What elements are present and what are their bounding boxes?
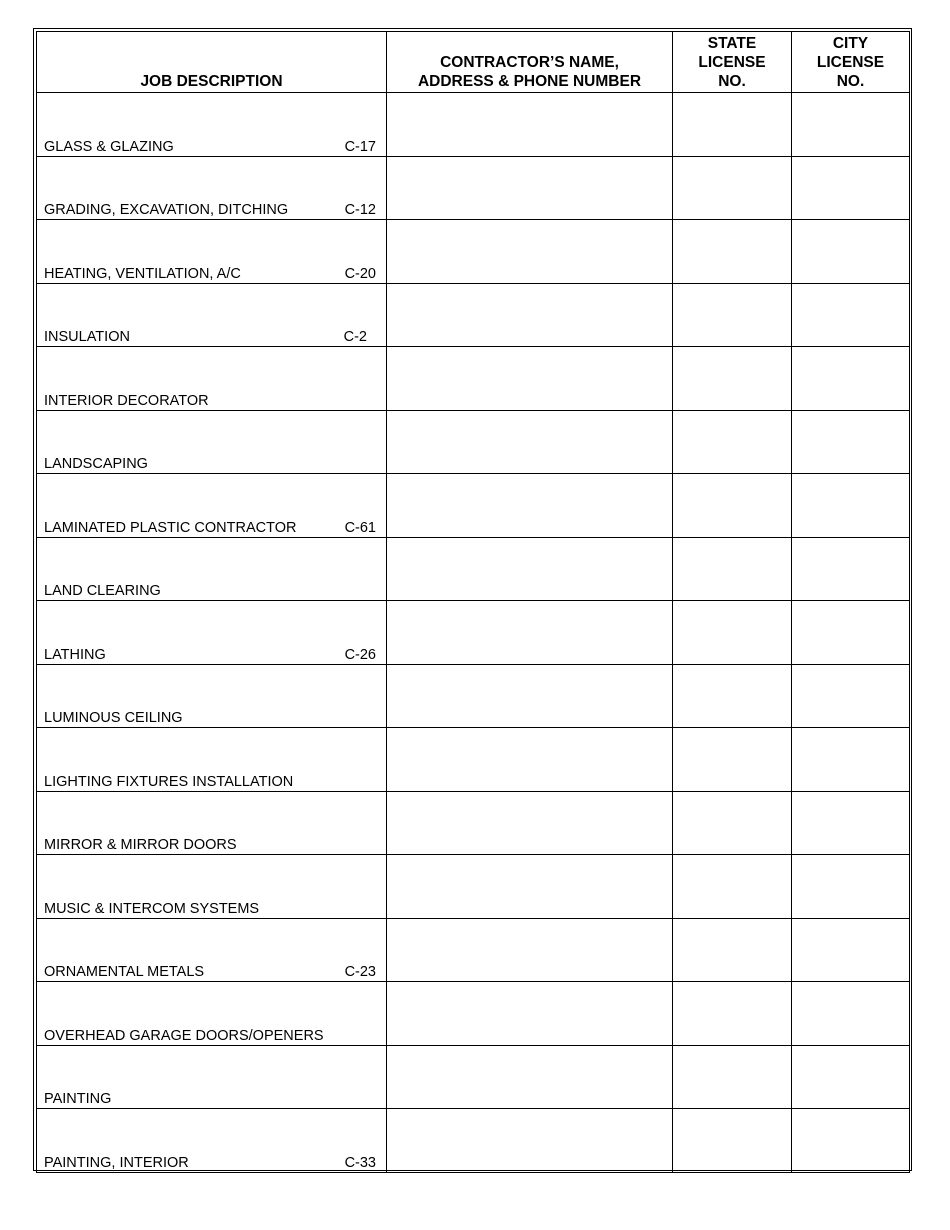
- state-license-cell[interactable]: [673, 1045, 792, 1109]
- city-license-cell[interactable]: [792, 855, 910, 919]
- state-license-cell[interactable]: [673, 918, 792, 982]
- job-description-cell: [37, 93, 387, 157]
- contractor-cell[interactable]: [387, 93, 673, 157]
- contractor-cell[interactable]: [387, 537, 673, 601]
- city-license-cell[interactable]: [792, 93, 910, 157]
- table-row: [37, 855, 910, 919]
- job-description-label: GRADING, EXCAVATION, DITCHING: [44, 202, 289, 218]
- state-license-cell[interactable]: [673, 283, 792, 347]
- table-row: [37, 1109, 910, 1173]
- job-description-label: PAINTING: [44, 1091, 112, 1107]
- contractor-cell[interactable]: [387, 283, 673, 347]
- job-description-cell: [37, 1109, 387, 1173]
- city-license-cell[interactable]: [792, 347, 910, 411]
- contractor-cell[interactable]: [387, 855, 673, 919]
- city-license-cell[interactable]: [792, 664, 910, 728]
- state-license-cell[interactable]: [673, 601, 792, 665]
- job-description-cell: [37, 347, 387, 411]
- state-license-cell[interactable]: [673, 728, 792, 792]
- city-license-cell[interactable]: [792, 918, 910, 982]
- table-row: [37, 537, 910, 601]
- city-license-cell[interactable]: [792, 537, 910, 601]
- job-description-label: LIGHTING FIXTURES INSTALLATION: [44, 773, 294, 790]
- state-license-cell[interactable]: [673, 982, 792, 1046]
- license-class-code: C-26: [344, 646, 376, 663]
- city-license-cell[interactable]: [792, 791, 910, 855]
- city-license-cell[interactable]: [792, 220, 910, 284]
- table-row: [37, 728, 910, 792]
- city-license-cell[interactable]: [792, 474, 910, 538]
- contractor-cell[interactable]: [387, 791, 673, 855]
- job-description-label: LAND CLEARING: [44, 583, 161, 599]
- job-description-cell: [37, 220, 387, 284]
- license-class-code: C-61: [344, 519, 376, 536]
- city-license-cell[interactable]: [792, 410, 910, 474]
- license-class-code: C-20: [344, 265, 376, 282]
- state-license-cell[interactable]: [673, 474, 792, 538]
- city-license-cell[interactable]: [792, 156, 910, 220]
- table-row: [37, 982, 910, 1046]
- city-license-cell[interactable]: [792, 728, 910, 792]
- contractor-cell[interactable]: [387, 474, 673, 538]
- job-description-label: LATHING: [44, 646, 106, 663]
- state-license-header: STATE LICENSE NO.: [673, 32, 792, 93]
- state-license-cell[interactable]: [673, 410, 792, 474]
- contractor-cell[interactable]: [387, 410, 673, 474]
- table-row: [37, 283, 910, 347]
- state-license-cell[interactable]: [673, 537, 792, 601]
- city-license-cell[interactable]: [792, 1045, 910, 1109]
- city-license-cell[interactable]: [792, 982, 910, 1046]
- table-row: [37, 474, 910, 538]
- contractor-header: CONTRACTOR’S NAME, ADDRESS & PHONE NUMBER: [387, 32, 673, 93]
- header-row: [37, 32, 910, 93]
- table-row: [37, 156, 910, 220]
- job-description-label: LUMINOUS CEILING: [44, 710, 183, 726]
- state-license-cell[interactable]: [673, 347, 792, 411]
- state-license-cell[interactable]: [673, 855, 792, 919]
- job-description-label: LANDSCAPING: [44, 456, 148, 472]
- job-description-label: OVERHEAD GARAGE DOORS/OPENERS: [44, 1027, 324, 1044]
- city-license-cell[interactable]: [792, 283, 910, 347]
- job-description-label: HEATING, VENTILATION, A/C: [44, 265, 241, 282]
- form-frame: [33, 28, 912, 1171]
- state-license-cell[interactable]: [673, 156, 792, 220]
- license-class-code: C-17: [344, 138, 376, 155]
- contractor-cell[interactable]: [387, 156, 673, 220]
- table-row: [37, 918, 910, 982]
- job-description-label: MUSIC & INTERCOM SYSTEMS: [44, 900, 260, 917]
- job-description-label: ORNAMENTAL METALS: [44, 964, 205, 980]
- job-description-cell: [37, 1045, 387, 1109]
- table-row: [37, 1045, 910, 1109]
- state-license-cell[interactable]: [673, 664, 792, 728]
- job-description-cell: [37, 982, 387, 1046]
- contractor-cell[interactable]: [387, 918, 673, 982]
- city-license-cell[interactable]: [792, 1109, 910, 1173]
- state-license-cell[interactable]: [673, 93, 792, 157]
- city-license-header: CITY LICENSE NO.: [792, 32, 910, 93]
- job-description-header: JOB DESCRIPTION: [37, 32, 387, 93]
- job-description-cell: [37, 410, 387, 474]
- state-license-cell[interactable]: [673, 220, 792, 284]
- state-license-cell[interactable]: [673, 791, 792, 855]
- job-description-label: MIRROR & MIRROR DOORS: [44, 837, 237, 853]
- contractor-table: [36, 31, 910, 1173]
- table-row: [37, 347, 910, 411]
- table-row: [37, 220, 910, 284]
- table-row: [37, 664, 910, 728]
- job-description-cell: [37, 537, 387, 601]
- job-description-label: PAINTING, INTERIOR: [44, 1154, 189, 1171]
- license-class-code: C-2: [343, 329, 367, 345]
- job-description-cell: [37, 283, 387, 347]
- table-row: [37, 601, 910, 665]
- contractor-cell[interactable]: [387, 220, 673, 284]
- job-description-cell: [37, 918, 387, 982]
- job-description-cell: [37, 855, 387, 919]
- job-description-cell: [37, 156, 387, 220]
- job-description-label: INSULATION: [44, 329, 130, 345]
- job-description-label: INTERIOR DECORATOR: [44, 392, 209, 409]
- job-description-label: LAMINATED PLASTIC CONTRACTOR: [44, 519, 297, 536]
- job-description-cell: [37, 728, 387, 792]
- contractor-cell[interactable]: [387, 1109, 673, 1173]
- license-class-code: C-23: [344, 964, 376, 980]
- job-description-cell: [37, 474, 387, 538]
- job-description-cell: [37, 791, 387, 855]
- job-description-cell: [37, 601, 387, 665]
- table-row: [37, 93, 910, 157]
- state-license-cell[interactable]: [673, 1109, 792, 1173]
- contractor-cell[interactable]: [387, 347, 673, 411]
- contractor-cell[interactable]: [387, 982, 673, 1046]
- table-row: [37, 791, 910, 855]
- city-license-cell[interactable]: [792, 601, 910, 665]
- contractor-cell[interactable]: [387, 1045, 673, 1109]
- license-class-code: C-33: [344, 1154, 376, 1171]
- license-class-code: C-12: [344, 202, 376, 218]
- contractor-cell[interactable]: [387, 728, 673, 792]
- job-description-label: GLASS & GLAZING: [44, 138, 174, 155]
- contractor-cell[interactable]: [387, 664, 673, 728]
- table-row: [37, 410, 910, 474]
- contractor-cell[interactable]: [387, 601, 673, 665]
- job-description-cell: [37, 664, 387, 728]
